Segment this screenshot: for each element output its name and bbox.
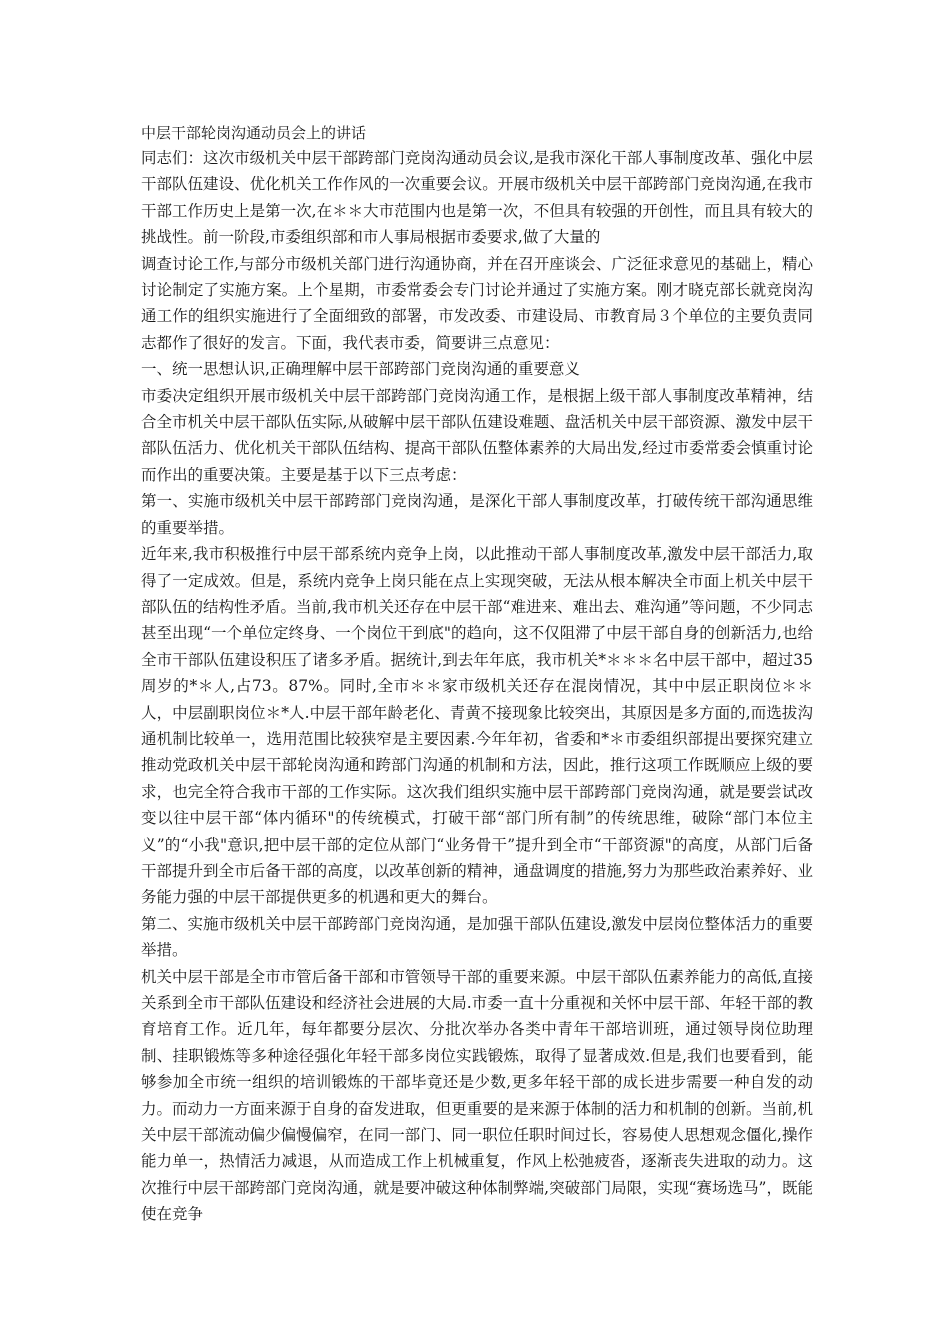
- paragraph-point-1: 近年来,我市积极推行中层干部系统内竞争上岗，以此推动干部人事制度改革,激发中层干部活力,取得了一定成效。但是，系统内竞争上岗只能在点上实现突破，无法从根本解决全市面上机关中层干部队伍的结构性矛盾。当前,我市机关还存在中层干部“难进来、难出去、难沟通”等问题，不少同志甚至出现“一个单位定终身、一个岗位干到底"的趋向，这不仅阻滞了中层干部自身的创新活力,也给全市干部队伍建设积压了诸多矛盾。据统计,到去年年底，我市机关*＊＊＊名中层干部中，超过35周岁的*＊人,占73。87%。同时,全市＊＊家市级机关还存在混岗情况，其中中层正职岗位＊＊人，中层副职岗位＊*人.中层干部年龄老化、青黄不接现象比较突出，其原因是多方面的,而选拔沟通机制比较单一，选用范围比较狭窄是主要因素.今年年初，省委和*＊市委组织部提出要探究建立推动党政机关中层干部轮岗沟通和跨部门沟通的机制和方法，因此，推行这项工作既顺应上级的要求，也完全符合我市干部的工作实际。这次我们组织实施中层干部跨部门竞岗沟通，就是要尝试改变以往中层干部“体内循环"的传统模式，打破干部“部门所有制”的传统思维，破除“部门本位主义”的“小我"意识,把中层干部的定位从部门“业务骨干”提升到全市“干部资源"的高度，从部门后备干部提升到全市后备干部的高度，以改革创新的精神，通盘调度的措施,努力为那些政治素养好、业务能力强的中层干部提供更多的机遇和更大的舞台。: [141, 545, 813, 907]
- paragraph-decision: 市委决定组织开展市级机关中层干部跨部门竞岗沟通工作，是根据上级干部人事制度改革精神，结合全市机关中层干部队伍实际,从破解中层干部队伍建设难题、盘活机关中层干部资源、激发中层干部队伍活力、优化机关干部队伍结构、提高干部队伍整体素养的大局出发,经过市委常委会慎重讨论而作出的重要决策。主要是基于以下三点考虑：: [141, 386, 813, 484]
- document-page: [141, 121, 813, 1228]
- point-heading-1: 第一、实施市级机关中层干部跨部门竞岗沟通，是深化干部人事制度改革，打破传统干部沟通思维的重要举措。: [141, 492, 813, 537]
- paragraph-background: 调查讨论工作,与部分市级机关部门进行沟通协商，并在召开座谈会、广泛征求意见的基础上，精心讨论制定了实施方案。上个星期，市委常委会专门讨论并通过了实施方案。刚才晓克部长就竞岗沟通工作的组织实施进行了全面细致的部署，市发改委、市建设局、市教育局３个单位的主要负责同志都作了很好的发言。下面，我代表市委，简要讲三点意见：: [141, 254, 813, 352]
- section-heading-1: 一、统一思想认识,正确理解中层干部跨部门竞岗沟通的重要意义: [141, 360, 580, 379]
- point-heading-2: 第二、实施市级机关中层干部跨部门竞岗沟通，是加强干部队伍建设,激发中层岗位整体活力的重要举措。: [141, 914, 813, 960]
- paragraph-point-2: 机关中层干部是全市市管后备干部和市管领导干部的重要来源。中层干部队伍素养能力的高低,直接关系到全市干部队伍建设和经济社会进展的大局.市委一直十分重视和关怀中层干部、年轻干部的教育培育工作。近几年，每年都要分层次、分批次举办各类中青年干部培训班，通过领导岗位助理制、挂职锻炼等多种途径强化年轻干部多岗位实践锻炼，取得了显著成效.但是,我们也要看到，能够参加全市统一组织的培训锻炼的干部毕竟还是少数,更多年轻干部的成长进步需要一种自发的动力。而动力一方面来源于自身的奋发进取，但更重要的是来源于体制的活力和机制的创新。当前,机关中层干部流动偏少偏慢偏窄，在同一部门、同一职位任职时间过长，容易使人思想观念僵化,操作能力单一，热情活力减退，从而造成工作上机械重复，作风上松弛疲沓，逐渐丧失进取的动力。这次推行中层干部跨部门竞岗沟通，就是要冲破这种体制弊端,突破部门局限，实现“赛场选马”，既能使在竞争: [141, 967, 813, 1224]
- document-title: 中层干部轮岗沟通动员会上的讲话: [141, 124, 367, 142]
- paragraph-opening: 同志们：这次市级机关中层干部跨部门竞岗沟通动员会议,是我市深化干部人事制度改革、强化中层干部队伍建设、优化机关工作作风的一次重要会议。开展市级机关中层干部跨部门竞岗沟通,在我市干部工作历史上是第一次,在＊＊大市范围内也是第一次，不但具有较强的开创性，而且具有较大的挑战性。前一阶段,市委组织部和市人事局根据市委要求,做了大量的: [141, 149, 813, 247]
